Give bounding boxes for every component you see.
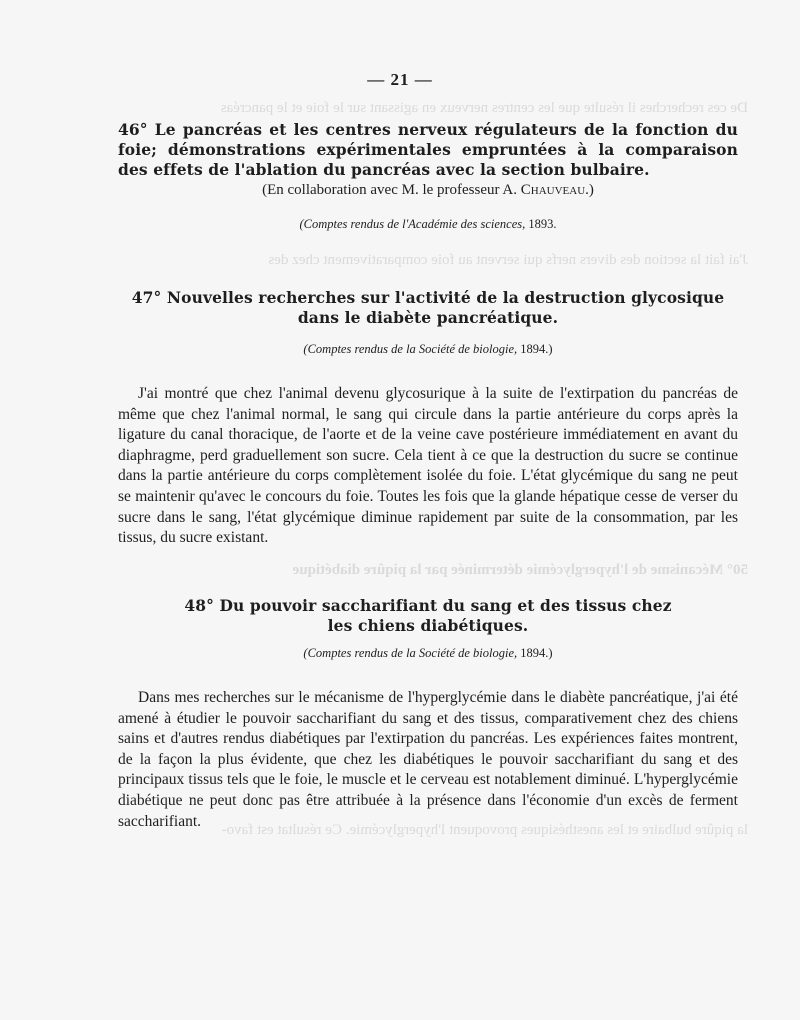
collaborator-name: Chauveau (520, 182, 586, 198)
section-46-heading (118, 120, 738, 180)
source-year: 1894.) (517, 646, 553, 660)
source-year: 1894.) (517, 342, 553, 356)
source-title: (Comptes rendus de la Société de biologie, (303, 646, 518, 660)
show-through-text: la piqûre bulbaire et les anesthésiques provoquent l'hyperglycémie. Ce résultat est favo- (221, 822, 748, 838)
heading-line: dans le diabète pancréatique. (297, 308, 559, 327)
section-48-paragraph: Dans mes recherches sur le mécanisme de l'hyperglycémie dans le diabète pancréatique, j'ai été amené à étudier le pouvoir saccharifiant du sang et des tissus, comparativement chez des chiens sains et d'autres rendus diabétiques par l'extirpation du pancréas. Les expériences faites montrent, de la façon la plus évidente, que chez les diabétiques le pouvoir saccharifiant du sang et des principaux tissus tels que le foie, le muscle et le cerveau est notablement diminué. L'hyperglycémie diabétique ne peut donc pas être attribuée à la présence dans l'économie d'un excès de ferment saccharifiant. (118, 689, 738, 830)
heading-line: les chiens diabétiques. (327, 616, 529, 635)
section-47-source (118, 342, 738, 357)
source-title: (Comptes rendus de la Société de biologie, (303, 342, 518, 356)
section-47-paragraph: J'ai montré que chez l'animal devenu glycosurique à la suite de l'extirpation du pancréas de même que chez l'animal normal, le sang qui circule dans la partie antérieure du corps après la ligature du canal thoracique, de l'aorte et de la veine cave postérieure immédiatement en avant du diaphragme, perd graduellement son sucre. Cela tient à ce que la destruction du sucre se continue dans la partie antérieure du corps complètement isolée du foie. L'état glycémique du sang ne peut se maintenir qu'avec le concours du foie. Toutes les fois que la glande hépatique cesse de verser du sucre dans le sang, l'état glycémique diminue rapidement par suite de la consommation, par les tissus, du sucre existant. (118, 385, 738, 547)
show-through-text: 50° Mécanisme de l'hyperglycémie déterminée par la piqûre diabétique (292, 562, 748, 578)
collab-suffix: .) (585, 182, 594, 198)
source-year: 1893. (525, 217, 557, 231)
heading-line: foie; démonstrations expérimentales empruntées à la comparaison (118, 140, 738, 159)
section-48-source (118, 646, 738, 661)
collab-prefix: (En collaboration avec M. le professeur A. (262, 182, 521, 198)
source-title: (Comptes rendus de l'Académie des sciences, (299, 217, 526, 231)
section-46-source (118, 217, 738, 232)
heading-line: 46° Le pancréas et les centres nerveux régulateurs de la fonction du (118, 120, 738, 139)
heading-line: des effets de l'ablation du pancréas avec la section bulbaire. (118, 160, 650, 179)
collaboration-note (118, 182, 738, 199)
section-48-heading (118, 596, 738, 636)
section-47-heading (118, 288, 738, 328)
show-through-text: De ces recherches il résulte que les centres nerveux en agissant sur le foie et le pancréas (220, 100, 748, 116)
heading-line: 47° Nouvelles recherches sur l'activité de la destruction glycosique (131, 288, 725, 307)
heading-line: 48° Du pouvoir saccharifiant du sang et des tissus chez (184, 596, 672, 615)
show-through-text: J'ai fait la section des divers nerfs qui servent au foie comparativement chez des (268, 252, 748, 268)
page-number: — 21 — (367, 70, 433, 89)
